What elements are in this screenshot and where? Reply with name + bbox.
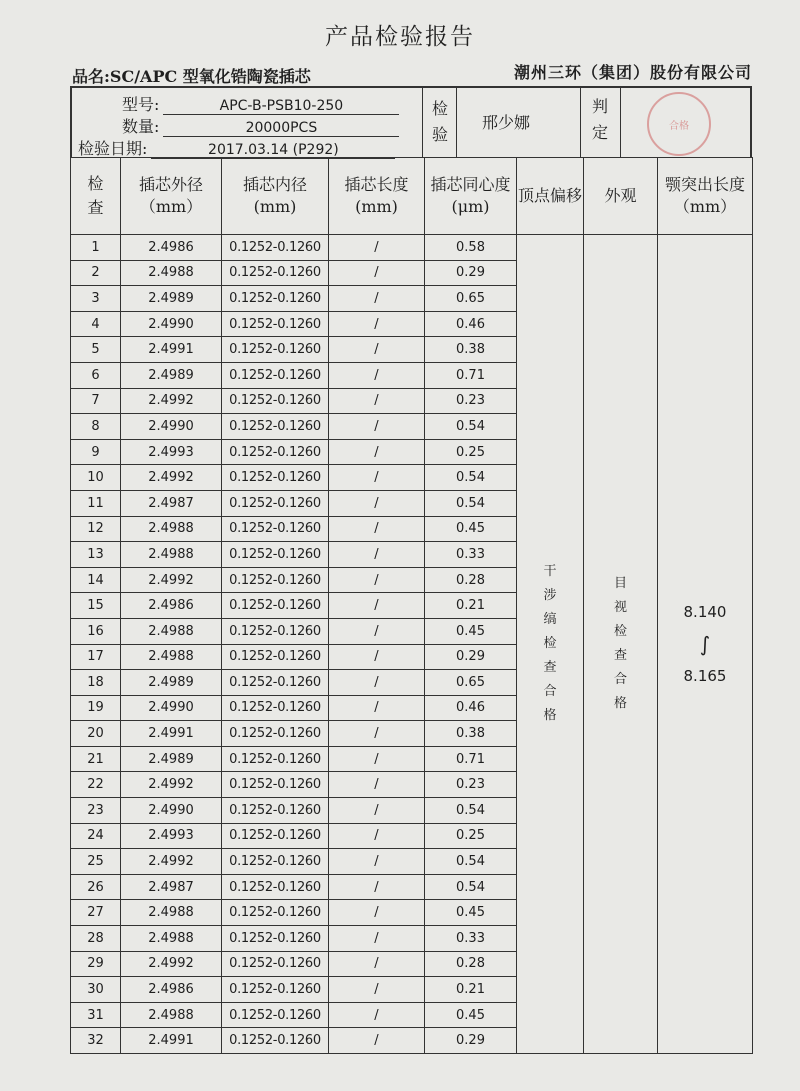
cell-concentricity: 0.45 bbox=[425, 618, 517, 644]
cell-concentricity: 0.29 bbox=[425, 644, 517, 670]
cell-outer-diameter: 2.4989 bbox=[121, 746, 222, 772]
cell-length: / bbox=[329, 260, 425, 286]
cell-no: 5 bbox=[71, 337, 121, 363]
cell-inner-diameter: 0.1252-0.1260 bbox=[222, 1002, 329, 1028]
cell-concentricity: 0.33 bbox=[425, 542, 517, 568]
model-value: APC-B-PSB10-250 bbox=[163, 98, 399, 115]
cell-length: / bbox=[329, 618, 425, 644]
cell-outer-diameter: 2.4986 bbox=[121, 977, 222, 1003]
cell-no: 11 bbox=[71, 490, 121, 516]
inspection-table bbox=[70, 157, 753, 1054]
apex-offset-result bbox=[517, 235, 584, 1054]
cell-no: 24 bbox=[71, 823, 121, 849]
cell-concentricity: 0.45 bbox=[425, 516, 517, 542]
cell-inner-diameter: 0.1252-0.1260 bbox=[222, 977, 329, 1003]
cell-concentricity: 0.25 bbox=[425, 823, 517, 849]
apex-offset-text: 干涉缟检查合格 bbox=[543, 564, 557, 723]
cell-outer-diameter: 2.4988 bbox=[121, 260, 222, 286]
cell-no: 1 bbox=[71, 235, 121, 261]
company-name: 潮州三环（集团）股份有限公司 bbox=[513, 63, 752, 82]
cell-no: 28 bbox=[71, 926, 121, 952]
cell-concentricity: 0.25 bbox=[425, 439, 517, 465]
cell-inner-diameter: 0.1252-0.1260 bbox=[222, 286, 329, 312]
cell-concentricity: 0.54 bbox=[425, 490, 517, 516]
cell-length: / bbox=[329, 490, 425, 516]
cell-concentricity: 0.46 bbox=[425, 695, 517, 721]
cell-inner-diameter: 0.1252-0.1260 bbox=[222, 260, 329, 286]
cell-inner-diameter: 0.1252-0.1260 bbox=[222, 465, 329, 491]
cell-outer-diameter: 2.4989 bbox=[121, 362, 222, 388]
cell-inner-diameter: 0.1252-0.1260 bbox=[222, 670, 329, 696]
header-divider bbox=[580, 88, 581, 157]
cell-length: / bbox=[329, 311, 425, 337]
cell-outer-diameter: 2.4989 bbox=[121, 670, 222, 696]
cell-length: / bbox=[329, 772, 425, 798]
cell-concentricity: 0.71 bbox=[425, 362, 517, 388]
table-row bbox=[71, 235, 753, 261]
cell-length: / bbox=[329, 823, 425, 849]
cell-outer-diameter: 2.4988 bbox=[121, 900, 222, 926]
cell-inner-diameter: 0.1252-0.1260 bbox=[222, 721, 329, 747]
cell-no: 21 bbox=[71, 746, 121, 772]
cell-length: / bbox=[329, 465, 425, 491]
cell-no: 31 bbox=[71, 1002, 121, 1028]
col-header-no: 检查 bbox=[71, 158, 121, 235]
cell-outer-diameter: 2.4988 bbox=[121, 542, 222, 568]
cell-no: 26 bbox=[71, 874, 121, 900]
cell-length: / bbox=[329, 388, 425, 414]
col-header-id: 插芯内径(mm) bbox=[222, 158, 329, 235]
col-header-protrusion: 颚突出长度（mm） bbox=[658, 158, 753, 235]
cell-no: 32 bbox=[71, 1028, 121, 1054]
cell-concentricity: 0.21 bbox=[425, 593, 517, 619]
cell-inner-diameter: 0.1252-0.1260 bbox=[222, 900, 329, 926]
cell-length: / bbox=[329, 951, 425, 977]
cell-no: 12 bbox=[71, 516, 121, 542]
product-value: SC/APC 型氧化锆陶瓷插芯 bbox=[109, 67, 311, 86]
header-divider bbox=[456, 88, 457, 157]
document-title: 产品检验报告 bbox=[325, 24, 475, 50]
cell-length: / bbox=[329, 1002, 425, 1028]
cell-concentricity: 0.23 bbox=[425, 388, 517, 414]
protrusion-max: 8.165 bbox=[683, 667, 727, 685]
product-label: 品名: bbox=[72, 67, 110, 86]
cell-inner-diameter: 0.1252-0.1260 bbox=[222, 849, 329, 875]
cell-length: / bbox=[329, 1028, 425, 1054]
protrusion-min: 8.140 bbox=[683, 603, 727, 621]
cell-concentricity: 0.54 bbox=[425, 849, 517, 875]
cell-no: 13 bbox=[71, 542, 121, 568]
cell-outer-diameter: 2.4988 bbox=[121, 516, 222, 542]
cell-outer-diameter: 2.4990 bbox=[121, 798, 222, 824]
cell-concentricity: 0.65 bbox=[425, 286, 517, 312]
cell-outer-diameter: 2.4988 bbox=[121, 618, 222, 644]
cell-length: / bbox=[329, 362, 425, 388]
cell-inner-diameter: 0.1252-0.1260 bbox=[222, 593, 329, 619]
range-mark: ∫ bbox=[699, 632, 711, 656]
col-header-concentricity: 插芯同心度(μm) bbox=[425, 158, 517, 235]
cell-outer-diameter: 2.4992 bbox=[121, 772, 222, 798]
product-name bbox=[72, 64, 311, 87]
cell-no: 20 bbox=[71, 721, 121, 747]
cell-length: / bbox=[329, 337, 425, 363]
date-value: 2017.03.14 (P292) bbox=[151, 142, 395, 159]
date-label: 检验日期: bbox=[78, 139, 148, 158]
cell-inner-diameter: 0.1252-0.1260 bbox=[222, 746, 329, 772]
cell-outer-diameter: 2.4993 bbox=[121, 823, 222, 849]
cell-outer-diameter: 2.4988 bbox=[121, 644, 222, 670]
cell-concentricity: 0.54 bbox=[425, 798, 517, 824]
cell-outer-diameter: 2.4990 bbox=[121, 414, 222, 440]
cell-inner-diameter: 0.1252-0.1260 bbox=[222, 926, 329, 952]
cell-no: 18 bbox=[71, 670, 121, 696]
cell-outer-diameter: 2.4991 bbox=[121, 1028, 222, 1054]
cell-length: / bbox=[329, 542, 425, 568]
col-header-appearance: 外观 bbox=[584, 158, 658, 235]
cell-length: / bbox=[329, 721, 425, 747]
cell-concentricity: 0.46 bbox=[425, 311, 517, 337]
cell-concentricity: 0.33 bbox=[425, 926, 517, 952]
cell-inner-diameter: 0.1252-0.1260 bbox=[222, 618, 329, 644]
cell-concentricity: 0.28 bbox=[425, 951, 517, 977]
cell-length: / bbox=[329, 926, 425, 952]
cell-no: 25 bbox=[71, 849, 121, 875]
cell-no: 14 bbox=[71, 567, 121, 593]
cell-outer-diameter: 2.4987 bbox=[121, 874, 222, 900]
cell-no: 4 bbox=[71, 311, 121, 337]
cell-inner-diameter: 0.1252-0.1260 bbox=[222, 235, 329, 261]
cell-length: / bbox=[329, 286, 425, 312]
cell-concentricity: 0.23 bbox=[425, 772, 517, 798]
header-divider bbox=[620, 88, 621, 157]
cell-concentricity: 0.54 bbox=[425, 874, 517, 900]
cell-concentricity: 0.54 bbox=[425, 465, 517, 491]
cell-no: 6 bbox=[71, 362, 121, 388]
appearance-result bbox=[584, 235, 658, 1054]
cell-inner-diameter: 0.1252-0.1260 bbox=[222, 516, 329, 542]
col-header-apex: 顶点偏移 bbox=[517, 158, 584, 235]
cell-length: / bbox=[329, 567, 425, 593]
cell-length: / bbox=[329, 439, 425, 465]
judgement-label: 判定 bbox=[592, 97, 609, 142]
cell-inner-diameter: 0.1252-0.1260 bbox=[222, 823, 329, 849]
cell-outer-diameter: 2.4992 bbox=[121, 567, 222, 593]
cell-concentricity: 0.65 bbox=[425, 670, 517, 696]
quantity-value: 20000PCS bbox=[163, 120, 399, 137]
cell-no: 30 bbox=[71, 977, 121, 1003]
col-header-od: 插芯外径（mm） bbox=[121, 158, 222, 235]
cell-no: 29 bbox=[71, 951, 121, 977]
cell-inner-diameter: 0.1252-0.1260 bbox=[222, 798, 329, 824]
cell-no: 19 bbox=[71, 695, 121, 721]
cell-outer-diameter: 2.4988 bbox=[121, 1002, 222, 1028]
cell-inner-diameter: 0.1252-0.1260 bbox=[222, 490, 329, 516]
cell-no: 10 bbox=[71, 465, 121, 491]
col-header-length: 插芯长度(mm) bbox=[329, 158, 425, 235]
cell-concentricity: 0.71 bbox=[425, 746, 517, 772]
cell-length: / bbox=[329, 874, 425, 900]
header-divider bbox=[422, 88, 423, 157]
cell-no: 16 bbox=[71, 618, 121, 644]
cell-outer-diameter: 2.4993 bbox=[121, 439, 222, 465]
cell-no: 3 bbox=[71, 286, 121, 312]
cell-outer-diameter: 2.4992 bbox=[121, 849, 222, 875]
model-label: 型号: bbox=[122, 95, 160, 114]
cell-inner-diameter: 0.1252-0.1260 bbox=[222, 644, 329, 670]
cell-length: / bbox=[329, 746, 425, 772]
cell-concentricity: 0.54 bbox=[425, 414, 517, 440]
protrusion-result bbox=[658, 235, 753, 1054]
cell-concentricity: 0.29 bbox=[425, 260, 517, 286]
cell-inner-diameter: 0.1252-0.1260 bbox=[222, 362, 329, 388]
cell-no: 17 bbox=[71, 644, 121, 670]
cell-length: / bbox=[329, 670, 425, 696]
cell-no: 15 bbox=[71, 593, 121, 619]
cell-concentricity: 0.21 bbox=[425, 977, 517, 1003]
cell-outer-diameter: 2.4988 bbox=[121, 926, 222, 952]
cell-inner-diameter: 0.1252-0.1260 bbox=[222, 414, 329, 440]
cell-no: 7 bbox=[71, 388, 121, 414]
cell-concentricity: 0.28 bbox=[425, 567, 517, 593]
cell-outer-diameter: 2.4989 bbox=[121, 286, 222, 312]
cell-inner-diameter: 0.1252-0.1260 bbox=[222, 337, 329, 363]
cell-outer-diameter: 2.4986 bbox=[121, 593, 222, 619]
cell-no: 8 bbox=[71, 414, 121, 440]
date-field bbox=[78, 136, 395, 159]
cell-inner-diameter: 0.1252-0.1260 bbox=[222, 874, 329, 900]
cell-inner-diameter: 0.1252-0.1260 bbox=[222, 542, 329, 568]
cell-length: / bbox=[329, 849, 425, 875]
cell-length: / bbox=[329, 695, 425, 721]
cell-length: / bbox=[329, 414, 425, 440]
cell-outer-diameter: 2.4990 bbox=[121, 311, 222, 337]
model-field bbox=[122, 92, 399, 115]
cell-no: 2 bbox=[71, 260, 121, 286]
cell-outer-diameter: 2.4992 bbox=[121, 388, 222, 414]
cell-length: / bbox=[329, 516, 425, 542]
cell-outer-diameter: 2.4986 bbox=[121, 235, 222, 261]
stamp-seal: 合格 bbox=[647, 92, 711, 156]
cell-concentricity: 0.45 bbox=[425, 900, 517, 926]
cell-inner-diameter: 0.1252-0.1260 bbox=[222, 1028, 329, 1054]
cell-length: / bbox=[329, 977, 425, 1003]
cell-outer-diameter: 2.4992 bbox=[121, 951, 222, 977]
cell-no: 9 bbox=[71, 439, 121, 465]
cell-inner-diameter: 0.1252-0.1260 bbox=[222, 567, 329, 593]
cell-length: / bbox=[329, 593, 425, 619]
cell-outer-diameter: 2.4991 bbox=[121, 721, 222, 747]
cell-outer-diameter: 2.4992 bbox=[121, 465, 222, 491]
quantity-label: 数量: bbox=[122, 117, 160, 136]
appearance-text: 目视检查合格 bbox=[613, 576, 627, 711]
cell-concentricity: 0.58 bbox=[425, 235, 517, 261]
report-header bbox=[70, 86, 752, 157]
cell-concentricity: 0.38 bbox=[425, 337, 517, 363]
cell-concentricity: 0.29 bbox=[425, 1028, 517, 1054]
cell-length: / bbox=[329, 235, 425, 261]
cell-outer-diameter: 2.4987 bbox=[121, 490, 222, 516]
inspector-label: 检验 bbox=[432, 99, 449, 144]
cell-no: 22 bbox=[71, 772, 121, 798]
table-header-row bbox=[71, 158, 753, 235]
cell-inner-diameter: 0.1252-0.1260 bbox=[222, 439, 329, 465]
cell-inner-diameter: 0.1252-0.1260 bbox=[222, 311, 329, 337]
cell-length: / bbox=[329, 798, 425, 824]
quantity-field bbox=[122, 114, 399, 137]
cell-concentricity: 0.38 bbox=[425, 721, 517, 747]
cell-outer-diameter: 2.4991 bbox=[121, 337, 222, 363]
cell-inner-diameter: 0.1252-0.1260 bbox=[222, 388, 329, 414]
cell-no: 27 bbox=[71, 900, 121, 926]
cell-inner-diameter: 0.1252-0.1260 bbox=[222, 772, 329, 798]
cell-inner-diameter: 0.1252-0.1260 bbox=[222, 695, 329, 721]
cell-outer-diameter: 2.4990 bbox=[121, 695, 222, 721]
cell-concentricity: 0.45 bbox=[425, 1002, 517, 1028]
cell-length: / bbox=[329, 900, 425, 926]
cell-no: 23 bbox=[71, 798, 121, 824]
cell-length: / bbox=[329, 644, 425, 670]
cell-inner-diameter: 0.1252-0.1260 bbox=[222, 951, 329, 977]
table-body bbox=[71, 235, 753, 1054]
inspector-name: 邢少娜 bbox=[482, 113, 531, 132]
